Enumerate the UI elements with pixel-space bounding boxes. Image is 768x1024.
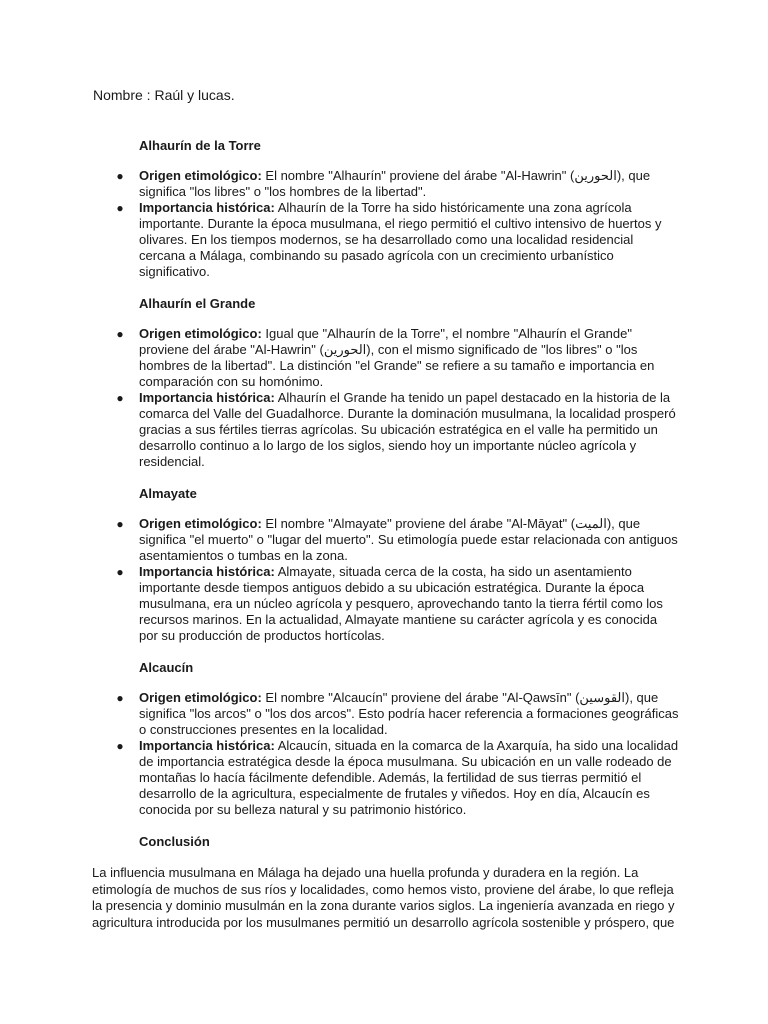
- bullet-item-origin: [116, 516, 679, 564]
- bullet-dot-icon: ●: [116, 201, 124, 215]
- bullet-text: El nombre "Alcaucín" proviene del árabe "Al-Qawsīn" (القوسين), que significa "los arcos" o "los dos arcos". Esto podría hacer referencia a formaciones geográficas o construcciones presentes en la localidad.: [139, 690, 679, 737]
- bullet-dot-icon: ●: [116, 327, 124, 341]
- bullet-text: Alhaurín de la Torre ha sido históricamente una zona agrícola importante. Durante la época musulmana, el riego permitió el cultivo intensivo de huertos y olivares. En los tiempos modernos, se ha desarrollado como una localidad residencial cercana a Málaga, combinando su pasado agrícola con un crecimiento urbanístico significativo.: [139, 200, 662, 279]
- bullet-item-origin: [116, 326, 679, 390]
- bullet-term: Importancia histórica:: [139, 564, 275, 579]
- bullet-term: Origen etimológico:: [139, 516, 262, 531]
- conclusion-paragraph: La influencia musulmana en Málaga ha dejado una huella profunda y duradera en la región. La etimología de muchos de sus ríos y localidades, como hemos visto, proviene del árabe, lo que refleja la presencia y dominio musulmán en la zona durante varios siglos. La ingeniería avanzada en riego y agricultura introducida por los musulmanes permitió un desarrollo agrícola sostenible y próspero, que: [92, 865, 675, 930]
- bullet-item-history: [116, 390, 679, 470]
- bullet-term: Origen etimológico:: [139, 168, 262, 183]
- bullet-dot-icon: ●: [116, 565, 124, 579]
- bullet-text: Alcaucín, situada en la comarca de la Axarquía, ha sido una localidad de importancia estratégica desde la época musulmana. Su ubicación en un valle rodeado de montañas lo hacía fácilmente defendible. Además, la fertilidad de sus tierras permitió el desarrollo de la agricultura, especialmente de frutales y viñedos. Hoy en día, Alcaucín es conocida por su belleza natural y su patrimonio histórico.: [139, 738, 679, 817]
- author-line: Nombre : Raúl y lucas.: [93, 87, 235, 103]
- bullet-term: Importancia histórica:: [139, 200, 275, 215]
- section-conclusion: [0, 833, 768, 931]
- bullet-list: [0, 168, 768, 280]
- bullet-item-history: [116, 738, 679, 818]
- sections-container: [0, 137, 768, 931]
- bullet-text: Almayate, situada cerca de la costa, ha sido un asentamiento importante desde tiempos antiguos debido a su ubicación estratégica. Durante la época musulmana, era un núcleo agrícola y pesquero, aprovechando tanto la tierra fértil como los recursos marinos. En la actualidad, Almayate mantiene su carácter agrícola y es conocida por su producción de productos hortícolas.: [139, 564, 663, 643]
- bullet-dot-icon: ●: [116, 517, 124, 531]
- section-title: Alhaurín de la Torre: [139, 138, 261, 153]
- section-title: Almayate: [139, 486, 197, 501]
- bullet-dot-icon: ●: [116, 739, 124, 753]
- conclusion-title: Conclusión: [139, 834, 210, 849]
- bullet-text: El nombre "Alhaurín" proviene del árabe "Al-Hawrin" (الحورين), que significa "los libres" o "los hombres de la libertad".: [139, 168, 651, 199]
- bullet-term: Importancia histórica:: [139, 390, 275, 405]
- bullet-text: El nombre "Almayate" proviene del árabe "Al-Māyat" (الميت), que significa "el muerto" o "lugar del muerto". Su etimología puede estar relacionada con antiguos asentamientos o tumbas en la zona.: [139, 516, 678, 563]
- section-alhaurin-de-la-torre: [0, 137, 768, 280]
- bullet-item-origin: [116, 168, 679, 200]
- section-title: Alcaucín: [139, 660, 194, 675]
- bullet-item-history: [116, 564, 679, 644]
- bullet-term: Importancia histórica:: [139, 738, 275, 753]
- bullet-item-history: [116, 200, 679, 280]
- bullet-text: Alhaurín el Grande ha tenido un papel destacado en la historia de la comarca del Valle del Guadalhorce. Durante la dominación musulmana, la localidad prosperó gracias a sus fértiles tierras agrícolas. Su ubicación estratégica en el valle ha permitido un desarrollo continuo a lo largo de los siglos, siendo hoy un importante núcleo agrícola y residencial.: [139, 390, 676, 469]
- bullet-text: Igual que "Alhaurín de la Torre", el nombre "Alhaurín el Grande" proviene del árabe "Al-Hawrin" (الحورين), con el mismo significado de "los libres" o "los hombres de la libertad". La distinción "el Grande" se refiere a su tamaño e importancia en comparación con su homónimo.: [139, 326, 655, 389]
- bullet-dot-icon: ●: [116, 391, 124, 405]
- section-alcaucin: [0, 659, 768, 818]
- bullet-item-origin: [116, 690, 679, 738]
- bullet-list: [0, 690, 768, 818]
- bullet-dot-icon: ●: [116, 169, 124, 183]
- bullet-list: [0, 516, 768, 644]
- bullet-list: [0, 326, 768, 470]
- bullet-term: Origen etimológico:: [139, 326, 262, 341]
- section-alhaurin-el-grande: [0, 295, 768, 470]
- section-almayate: [0, 485, 768, 644]
- section-title: Alhaurín el Grande: [139, 296, 256, 311]
- bullet-term: Origen etimológico:: [139, 690, 262, 705]
- bullet-dot-icon: ●: [116, 691, 124, 705]
